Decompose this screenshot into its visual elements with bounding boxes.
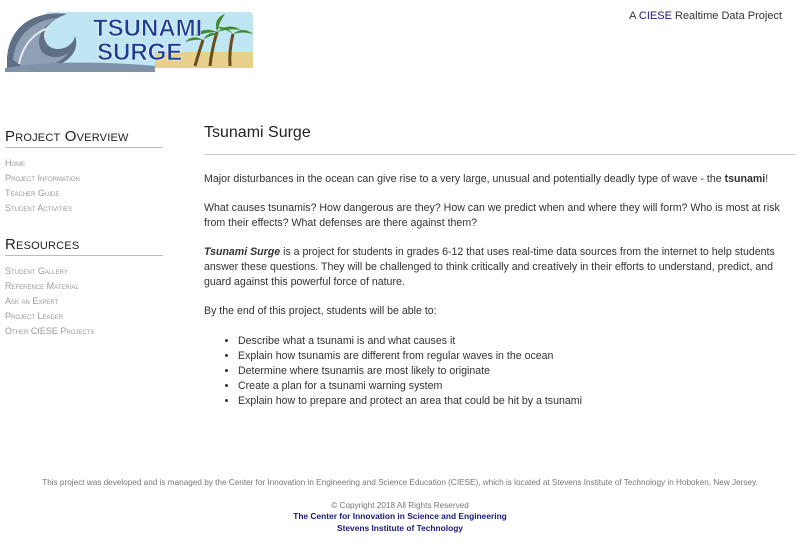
list-item: • Determine where tsunamis are most likely to originate [238, 364, 796, 379]
questions-paragraph: What causes tsunamis? How dangerous are they? How can we predict when and where they will form? Who is most at risk from their effects? What defenses are there against them? [204, 202, 780, 229]
sidebar-item-project-information[interactable]: Project Information [5, 173, 80, 183]
svg-text:TSUNAMI: TSUNAMI [93, 15, 203, 42]
page-footer [0, 478, 800, 534]
resources-menu [5, 264, 163, 339]
sidebar-heading-resources: Resources [5, 236, 163, 256]
list-item: • Explain how tsunamis are different from regular waves in the ocean [238, 349, 796, 364]
page-title: Tsunami Surge [204, 124, 796, 155]
site-logo[interactable] [5, 8, 255, 72]
intro-paragraph [204, 172, 796, 187]
tsunami-wave-logo-graphic [5, 8, 255, 72]
project-description-paragraph [204, 245, 796, 290]
sidebar-item-ask-an-expert[interactable]: Ask an Expert [5, 296, 59, 306]
footer-org-link-ciese[interactable]: The Center for Innovation in Science and Engineering [293, 511, 507, 521]
footer-copyright: © Copyright 2018 All Rights Reserved [331, 501, 469, 510]
sidebar-item-other-ciese-projects[interactable]: Other CIESE Projects [5, 326, 95, 336]
sidebar-item-student-gallery[interactable]: Student Gallery [5, 266, 68, 276]
intro-end: ! [765, 173, 769, 185]
footer-org-link-stevens[interactable]: Stevens Institute of Technology [337, 523, 463, 533]
sidebar-item-teacher-guide[interactable]: Teacher Guide [5, 188, 60, 198]
footer-developed-text: This project was developed and is managed by the Center for Innovation in Engineering and Science Education (CIESE), which is located at Stevens Institute of Technology in Hoboken, New Jersey. [42, 478, 758, 487]
tsunami-bold: tsunami [724, 173, 766, 185]
tagline-prefix: A [629, 10, 636, 22]
tagline-suffix: Realtime Data Project [675, 10, 782, 22]
project-description-text: is a project for students in grades 6-12 that uses real-time data sources from the internet to help students answer these questions. They will be challenged to think critically and creatively in their efforts to understand, predict, and guard against this powerful force of nature. [204, 246, 775, 288]
sidebar-nav [5, 128, 163, 359]
ciese-brand-link[interactable]: CIESE [638, 10, 672, 22]
list-item: • Describe what a tsunami is and what causes it [238, 334, 796, 349]
sidebar-item-reference-material[interactable]: Reference Material [5, 281, 79, 291]
sidebar-item-home[interactable]: Home [5, 158, 26, 168]
main-content [204, 124, 796, 409]
svg-text:SURGE: SURGE [97, 39, 183, 66]
sidebar-heading-project-overview: Project Overview [5, 128, 163, 148]
header-tagline [629, 10, 782, 22]
list-item: • Explain how to prepare and protect an area that could be hit by a tsunami [238, 394, 796, 409]
learning-goals-list [204, 334, 796, 409]
project-name-emphasis: Tsunami Surge [204, 246, 281, 258]
sidebar-item-project-leader[interactable]: Project Leader [5, 311, 64, 321]
list-item: • Create a plan for a tsunami warning system [238, 379, 796, 394]
sidebar-item-student-activities[interactable]: Student Activities [5, 203, 73, 213]
intro-text: Major disturbances in the ocean can give rise to a very large, unusual and potentially deadly type of wave - the [204, 173, 725, 185]
project-overview-menu [5, 156, 163, 216]
objectives-intro: By the end of this project, students will be able to: [204, 305, 437, 317]
